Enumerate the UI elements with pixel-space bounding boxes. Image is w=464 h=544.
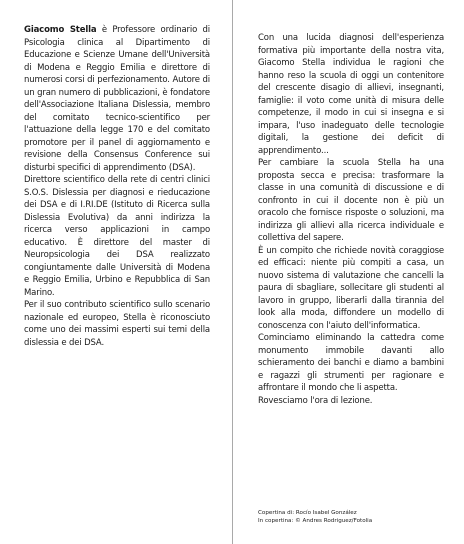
blurb-paragraph: È un compito che richiede novità coraggiose ed efficaci: niente più compiti a casa, un nuovo sistema di valutazione che cancelli la paura di sbagliare, sollecitare gli studenti al lavoro in gruppo, liberarli dalla tirannia del look alla moda, diffondere un modello di conoscenza con l'aiuto dell'informatica.	[258, 245, 444, 331]
author-bio-paragraph	[24, 24, 210, 174]
author-bio-intro: è Professore ordinario di Psicologia clinica al Dipartimento di Educazione e Scienze Umane dell'Università di Modena e Reggio Emilia e direttore di numerosi corsi di perfezionamento. Autore di un gran numero di pubblicazioni, è fondatore dell'Associazione Italiana Dislessia, membro del comitato tecnico-scientifico per l'attuazione della legge 170 e del comitato promotore per il panel di aggiornamento e revisione della Consensus Conference sui disturbi specifici di apprendimento (DSA).	[24, 25, 211, 173]
right-flap-page	[233, 0, 464, 544]
author-bio	[24, 24, 210, 349]
blurb-paragraph: Rovesciamo l'ora di lezione.	[258, 395, 373, 406]
blurb-paragraph: Per cambiare la scuola Stella ha una proposta secca e precisa: trasformare la classe in una comunità di discussione e di confronto in cui il docente non è più un oracolo che fornisce risposte o soluzioni, ma indirizza gli allievi alla ricerca individuale e collettiva del sapere.	[258, 158, 444, 243]
author-name: Giacomo Stella	[24, 25, 97, 35]
cover-photo-credit: In copertina: © Andres Rodriguez/Fotolia	[258, 518, 373, 524]
blurb-paragraph: Cominciamo eliminando la cattedra come monumento immobile davanti allo schieramento dei banchi e diamo a bambini e ragazzi gli strumenti per ragionare e affrontare il mondo che li aspetta.	[258, 333, 444, 393]
blurb-paragraph: Con una lucida diagnosi dell'esperienza formativa più importante della nostra vita, Giacomo Stella individua le ragioni che hanno reso la scuola di oggi un contenitore del crescente disagio di allievi, insegnanti, famiglie: il voto come unità di misura delle competenze, il modo in cui si insegna e si impara, l'uso inadeguato delle tecnologie digitali, la gestione dei deficit di apprendimento...	[258, 33, 444, 156]
cover-design-credit: Copertina di: Rocío Isabel González	[258, 510, 357, 516]
book-blurb	[258, 32, 444, 407]
cover-credits	[258, 509, 448, 525]
author-bio-paragraph: Direttore scientifico della rete di centri clinici S.O.S. Dislessia per diagnosi e rieducazione dei DSA e di I.RI.DE (Istituto di Ricerca sulla Dislessia Evolutiva) da anni indirizza la ricerca verso applicazioni in campo educativo. È direttore del master di Neuropsicologia dei DSA realizzato congiuntamente dalle Università di Modena e Reggio Emilia, Urbino e Repubblica di San Marino.	[24, 175, 210, 298]
author-bio-paragraph: Per il suo contributo scientifico sullo scenario nazionale ed europeo, Stella è riconosciuto come uno dei massimi esperti sui temi della dislessia e dei DSA.	[24, 300, 210, 348]
